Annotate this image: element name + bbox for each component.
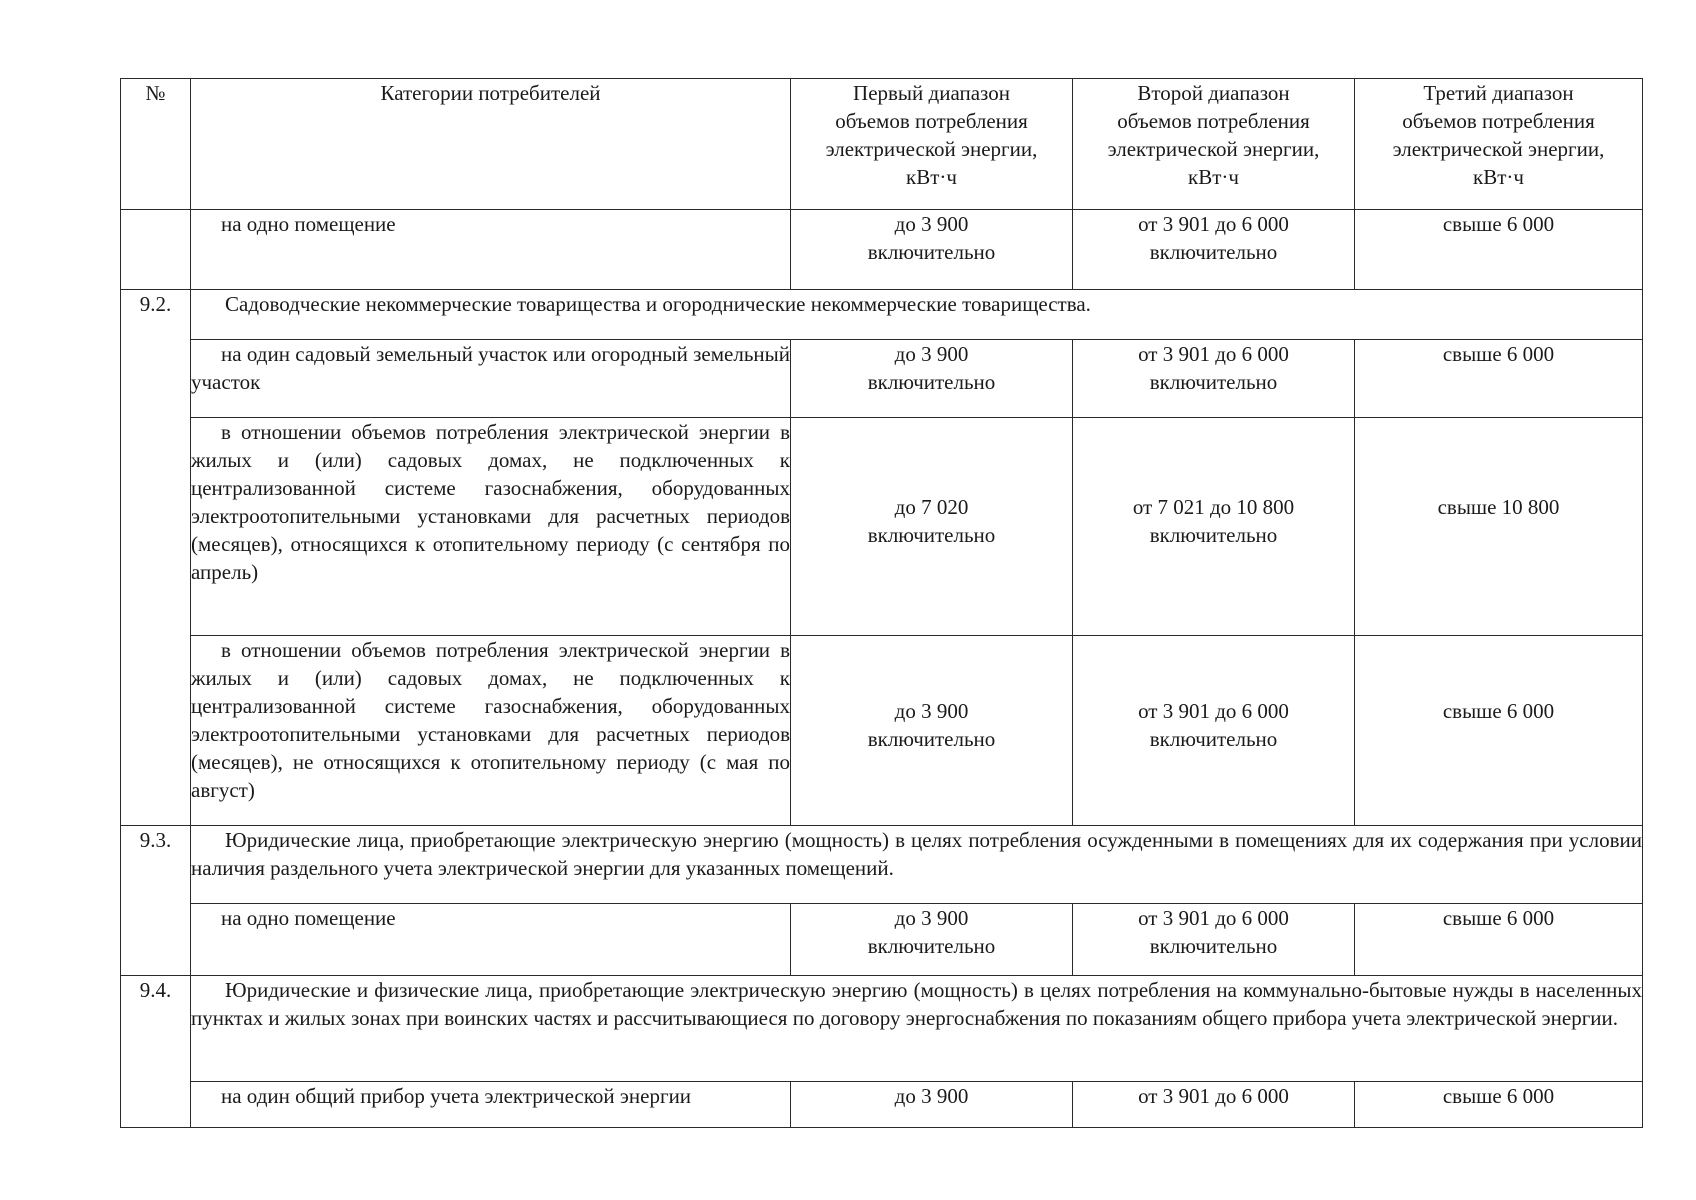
- range-line: включительно: [1149, 522, 1278, 547]
- header-line: кВт·ч: [1473, 165, 1524, 189]
- range3-cell: [1355, 418, 1643, 636]
- section-row: [121, 976, 1643, 1082]
- range-line: от 3 901 до 6 000: [1138, 698, 1289, 723]
- header-line: Третий диапазон: [1423, 81, 1574, 105]
- row-number: 9.2.: [121, 290, 191, 826]
- range-line: включительно: [1149, 726, 1278, 751]
- range2-cell: от 3 901 до 6 000: [1073, 1082, 1355, 1128]
- tariff-table: [120, 78, 1643, 1128]
- range-line: включительно: [867, 726, 996, 751]
- range3-cell: свыше 6 000: [1355, 210, 1643, 290]
- section-row: [121, 826, 1643, 904]
- range-line: от 3 901 до 6 000: [1138, 906, 1289, 930]
- range-spacer: [1361, 521, 1636, 549]
- section-title: Садоводческие некоммерческие товарищества и огороднические некоммерческие товарищества.: [191, 290, 1643, 340]
- range-line: включительно: [867, 370, 996, 394]
- range2-cell: [1073, 418, 1355, 636]
- header-num: №: [121, 79, 191, 210]
- header-line: электрической энергии,: [825, 137, 1038, 161]
- range-line: включительно: [1149, 934, 1278, 958]
- range-line: включительно: [1149, 240, 1278, 264]
- range-line: включительно: [1149, 370, 1278, 394]
- range1-cell: [791, 210, 1073, 290]
- range2-cell: [1073, 636, 1355, 826]
- range3-cell: свыше 6 000: [1355, 340, 1643, 418]
- range3-cell: [1355, 636, 1643, 826]
- range-line: включительно: [867, 240, 996, 264]
- range-line: до 7 020: [894, 494, 969, 519]
- range-line: от 3 901 до 6 000: [1138, 342, 1289, 366]
- header-line: Второй диапазон: [1137, 81, 1290, 105]
- table-row: [121, 904, 1643, 976]
- range-line: до 3 900: [894, 212, 969, 236]
- header-range3: [1355, 79, 1643, 210]
- range-spacer: [1361, 725, 1636, 753]
- row-category: в отношении объемов потребления электрической энергии в жилых и (или) садовых домах, не подключенных к централизованной системе газоснабжения, оборудованных электроотопительными установками для расчетных периодов (месяцев), не относящихся к отопительному периоду (с мая по август): [191, 636, 791, 826]
- range-line: свыше 10 800: [1437, 494, 1560, 519]
- header-line: кВт·ч: [906, 165, 957, 189]
- range-line: свыше 6 000: [1442, 698, 1555, 723]
- header-line: объемов потребления: [1402, 109, 1595, 133]
- row-category: на один общий прибор учета электрической энергии: [191, 1082, 791, 1128]
- table-row: [121, 418, 1643, 636]
- range1-cell: [791, 418, 1073, 636]
- row-number: 9.4.: [121, 976, 191, 1128]
- row-number: 9.3.: [121, 826, 191, 976]
- section-row: [121, 290, 1643, 340]
- table-row: [121, 340, 1643, 418]
- range-line: до 3 900: [894, 906, 969, 930]
- range2-cell: [1073, 210, 1355, 290]
- range3-cell: свыше 6 000: [1355, 1082, 1643, 1128]
- header-range1: [791, 79, 1073, 210]
- table-row: [121, 210, 1643, 290]
- range1-cell: до 3 900: [791, 1082, 1073, 1128]
- header-line: объемов потребления: [1117, 109, 1310, 133]
- header-range2: [1073, 79, 1355, 210]
- table-row: [121, 636, 1643, 826]
- range-line: от 3 901 до 6 000: [1138, 212, 1289, 236]
- range3-cell: свыше 6 000: [1355, 904, 1643, 976]
- range-line: включительно: [867, 522, 996, 547]
- row-category: на один садовый земельный участок или огородный земельный участок: [191, 340, 791, 418]
- header-line: электрической энергии,: [1392, 137, 1605, 161]
- section-title: Юридические лица, приобретающие электрическую энергию (мощность) в целях потребления осужденными в помещениях для их содержания при условии наличия раздельного учета электрической энергии для указанных помещений.: [191, 826, 1643, 904]
- range1-cell: [791, 340, 1073, 418]
- range-line: до 3 900: [894, 342, 969, 366]
- header-line: кВт·ч: [1188, 165, 1239, 189]
- range2-cell: [1073, 340, 1355, 418]
- range1-cell: [791, 904, 1073, 976]
- range-line: до 3 900: [894, 698, 969, 723]
- range2-cell: [1073, 904, 1355, 976]
- row-category: на одно помещение: [191, 210, 791, 290]
- header-line: Первый диапазон: [853, 81, 1010, 105]
- header-line: объемов потребления: [835, 109, 1028, 133]
- header-line: электрической энергии,: [1107, 137, 1320, 161]
- header-row: [121, 79, 1643, 210]
- header-category: Категории потребителей: [191, 79, 791, 210]
- table-row: [121, 1082, 1643, 1128]
- section-title: Юридические и физические лица, приобретающие электрическую энергию (мощность) в целях потребления на коммунально-бытовые нужды в населенных пунктах и жилых зонах при воинских частях и рассчитывающиеся по договору энергоснабжения по показаниям общего прибора учета электрической энергии.: [191, 976, 1643, 1082]
- row-number: [121, 210, 191, 290]
- range-line: включительно: [867, 934, 996, 958]
- range1-cell: [791, 636, 1073, 826]
- row-category: на одно помещение: [191, 904, 791, 976]
- range-line: от 7 021 до 10 800: [1132, 494, 1295, 519]
- row-category: в отношении объемов потребления электрической энергии в жилых и (или) садовых домах, не подключенных к централизованной системе газоснабжения, оборудованных электроотопительными установками для расчетных периодов (месяцев), относящихся к отопительному периоду (с сентября по апрель): [191, 418, 791, 636]
